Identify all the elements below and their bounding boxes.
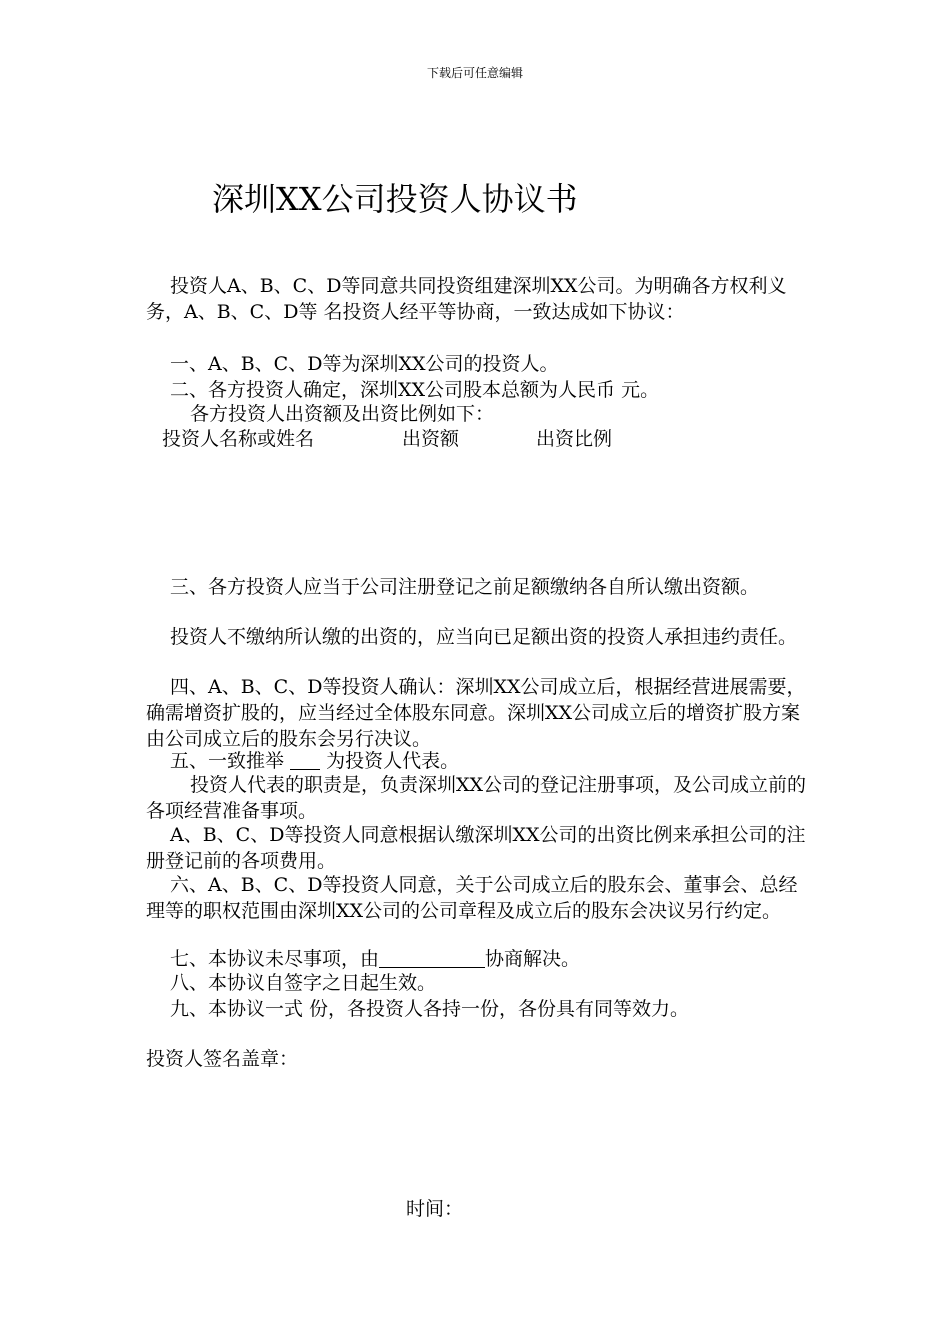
article-5-suffix: 为投资人代表。 [326,750,460,772]
article-7 [146,946,810,972]
article-6: 六、A、B、C、D等投资人同意，关于公司成立后的股东会、董事会、总经理等的职权范围由深圳XX公司的公司章程及成立后的股东会决议另行约定。 [146,874,798,922]
table-header-amount: 出资额 [402,428,460,450]
article-8: 八、本协议自签字之日起生效。 [170,972,437,994]
representative-blank[interactable] [290,749,320,770]
article-4: 四、A、B、C、D等投资人确认：深圳XX公司成立后，根据经营进展需要，确需增资扩股的，应当经过全体股东同意。深圳XX公司成立后的增资扩股方案由公司成立后的股东会另行决议。 [146,676,806,750]
article-3-sub: 投资人不缴纳所认缴的出资的，应当向已足额出资的投资人承担违约责任。 [170,626,798,648]
article-7-suffix: 协商解决。 [485,948,581,970]
article-5-sub-1: 投资人代表的职责是，负责深圳XX公司的登记注册事项，及公司成立前的各项经营准备事项。 [146,774,807,822]
article-3: 三、各方投资人应当于公司注册登记之前足额缴纳各自所认缴出资额。 [170,576,760,598]
negotiator-blank[interactable] [379,947,485,968]
time-label: 时间： [406,1198,464,1220]
table-header-name: 投资人名称或姓名 [162,428,315,450]
article-1: 一、A、B、C、D等为深圳XX公司的投资人。 [170,353,559,375]
article-5 [146,748,810,774]
document-title: 深圳XX公司投资人协议书 [212,180,578,218]
article-7-prefix: 七、本协议未尽事项，由 [170,948,380,970]
article-2: 二、各方投资人确定，深圳XX公司股本总额为人民币 元。 [170,379,660,401]
page-header: 下载后可任意编辑 [426,66,523,80]
article-5-sub-2: A、B、C、D等投资人同意根据认缴深圳XX公司的出资比例来承担公司的注册登记前的各项费用。 [146,824,806,872]
signature-label: 投资人签名盖章： [146,1048,299,1070]
article-2-sub: 各方投资人出资额及出资比例如下： [190,403,495,425]
article-5-prefix: 五、一致推举 [170,750,285,772]
article-9: 九、本协议一式 份，各投资人各持一份，各份具有同等效力。 [170,998,690,1020]
table-header-ratio: 出资比例 [536,428,613,450]
intro-paragraph: 投资人A、B、C、D等同意共同投资组建深圳XX公司。为明确各方权利义务，A、B、C、D等 名投资人经平等协商，一致达成如下协议： [146,275,787,323]
